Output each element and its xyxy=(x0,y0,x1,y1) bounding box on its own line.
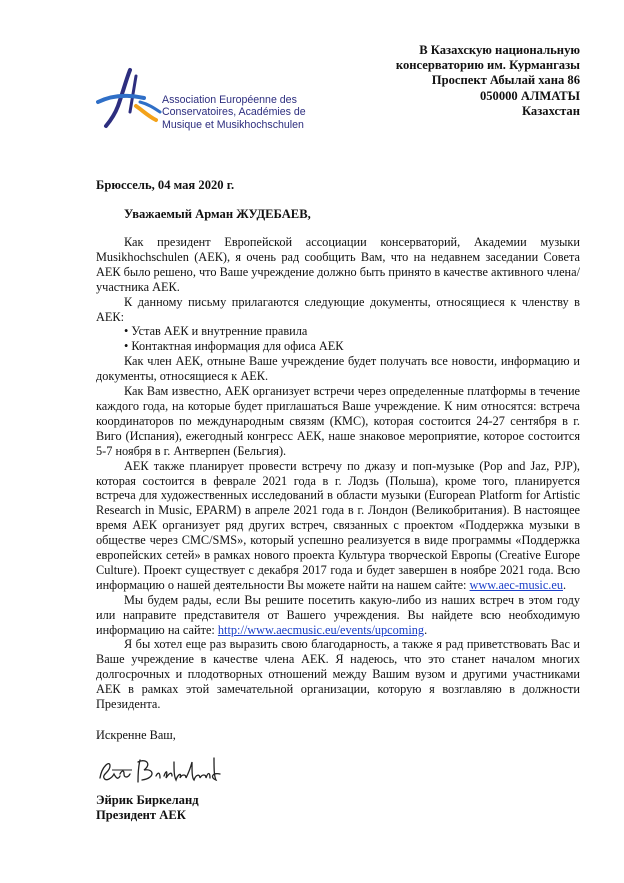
aec-logo-icon xyxy=(96,66,162,132)
closing: Искренне Ваш, xyxy=(96,728,176,742)
address-line: 050000 АЛМАТЫ xyxy=(479,88,580,103)
paragraph: Я бы хотел еще раз выразить свою благодарность, а также я рад приветствовать Вас и Ваше учреждение в качестве члена АЕК. Я надеюсь, что это станет началом многих долгосрочных и плодотворных отношений между Вашим вузом и другими участниками АЕК в рамках этой замечательной организации, которую я возглавляю в должности Президента. xyxy=(96,637,580,712)
paragraph xyxy=(96,459,580,593)
recipient-address xyxy=(396,43,580,119)
letter-body xyxy=(96,235,580,712)
aec-logo xyxy=(96,66,326,132)
letter-date: Брюссель, 04 мая 2020 г. xyxy=(96,178,235,192)
paragraph-text: АЕК также планирует провести встречу по джазу и поп-музыке (Pop and Jaz, PJP), которая состоится в феврале 2021 года в г. Лодзь (Польша), кроме того, планируется встреча для художественных исследований в области музыки (European Platform for Artistic Research in Music, EPARM) в апреле 2021 года в г. Лондон (Великобритания). В настоящее время АЕК организует ряд других встреч, связанных с проектом «Поддержка музыки в обществе через CMC/SMS», который успешно реализуется в виде программы «Поддержка европейских сетей» в рамках нового проекта Культура творческой Европы (Creative Europe Culture). Проект существует с декабря 2017 года и будет завершен в ноябре 2021 года. Всю информацию о нашей деятельности Вы можете найти на нашем сайте: xyxy=(96,458,580,592)
signer-block xyxy=(96,793,199,823)
logo-line: Association Européenne des xyxy=(162,94,297,106)
bullet-item: • Контактная информация для офиса АЕК xyxy=(124,339,344,354)
paragraph-text: Мы будем рады, если Вы решите посетить какую-либо из наших встреч в этом году или направите представителя от Вашего учреждения. Вы найдете всю необходимую информацию на сайте: xyxy=(96,592,580,637)
paragraph xyxy=(96,593,580,638)
logo-text xyxy=(162,94,306,131)
greeting: Уважаемый Арман ЖУДЕБАЕВ, xyxy=(124,207,311,221)
signature-icon xyxy=(96,752,236,788)
signer-title: Президент АЕК xyxy=(96,808,186,822)
address-line: Проспект Абылай хана 86 xyxy=(431,73,580,88)
paragraph: Как президент Европейской ассоциации консерваторий, Академии музыки Musikhochschulen (АЕК), я очень рад сообщить Вам, что на недавнем заседании Совета АЕК было решено, что Ваше учреждение должно быть принято в качестве активного члена/участника АЕК. xyxy=(96,235,580,294)
address-line: В Казахскую национальную xyxy=(419,43,580,57)
logo-line: Conservatoires, Académies de xyxy=(162,106,306,119)
address-line: Казахстан xyxy=(521,103,580,118)
paragraph: Как член АЕК, отныне Ваше учреждение будет получать все новости, информацию и документы, относящиеся к АЕК. xyxy=(96,354,580,384)
address-line: консерваторию им. Курмангазы xyxy=(395,58,580,73)
paragraph: Как Вам известно, АЕК организует встречи через определенные платформы в течение каждого года, на которые будет приглашаться Ваше учреждение. К ним относятся: встреча координаторов по международным связям (КМС), которая состоится 24-27 сентября в г. Виго (Испания), ежегодный конгресс АЕК, наше знаковое мероприятие, которое состоится 5-7 ноября в г. Антверпен (Бельгия). xyxy=(96,384,580,458)
signer-name: Эйрик Биркеланд xyxy=(96,793,199,807)
handwritten-signature xyxy=(96,752,236,793)
bullet-item: • Устав АЕК и внутренние правила xyxy=(124,324,308,339)
paragraph: К данному письму прилагаются следующие документы, относящиеся к членству в АЕК: xyxy=(96,294,580,324)
events-link[interactable]: http://www.aecmusic.eu/events/upcoming xyxy=(217,622,425,637)
aec-website-link[interactable]: www.aec-music.eu xyxy=(469,577,563,592)
paragraph-end: . xyxy=(424,622,428,637)
paragraph-end: . xyxy=(563,577,567,592)
logo-line: Musique et Musikhochschulen xyxy=(162,118,304,131)
